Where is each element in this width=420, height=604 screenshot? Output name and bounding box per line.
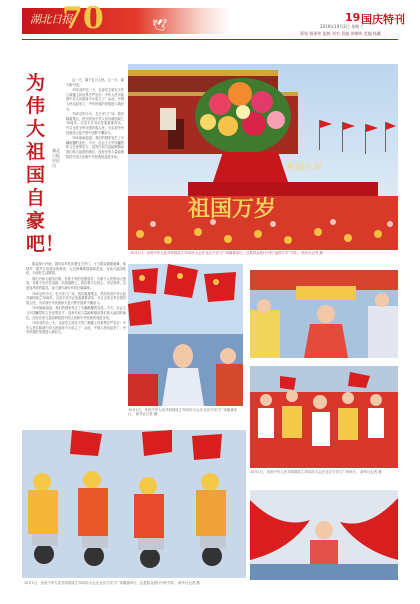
- article-paragraph: 70年后的今天，在天安门广场，我们隆重集会，热烈庆祝中华人民共和国成立70周年。习近平总书记发表重要讲话，号召全党全军全国各族人民，为实现中华民族伟大复兴的中国梦不懈奋斗。: [26, 291, 126, 305]
- section-title: 国庆特刊: [361, 13, 405, 26]
- article-paragraph: 70年砥砺奋进，我们的国家发生了天翻地覆的变化。今天，社会主义中国巍然屹立在世界东方，没有任何力量能够撼动我们伟大祖国的地位，没有任何力量能够阻挡中国人民和中华民族的前进步伐。: [66, 136, 124, 159]
- photo-bottom-left-riders: [22, 430, 246, 578]
- page-number: 19: [345, 11, 361, 24]
- dateline: 2019年10月2日 星期三: [320, 24, 364, 29]
- article-paragraph: 70年前的这一天，毛泽东主席在天安门城楼上向世界庄严宣告：中华人民共和国中央人民政府今天成立了！从此，中国人民站起来了，中华民族的发展进入新纪元。: [26, 321, 126, 335]
- photo-top-image: [128, 64, 398, 250]
- photo-bottom-right-image: [250, 490, 398, 580]
- photo-top-credit: 新华社记者 摄: [301, 251, 323, 255]
- photo-mid-left-caption: [128, 408, 243, 422]
- photo-bottom-left-caption: [24, 581, 246, 591]
- anniversary-70-emblem: 70: [62, 1, 104, 36]
- photo-mid-left-flags: [128, 264, 243, 406]
- article-paragraph: 70年后的今天，在天安门广场，我们隆重集会，热烈庆祝中华人民共和国成立70周年。习近平总书记发表重要讲话，号召全党全军全国各族人民，为实现中华民族伟大复兴的中国梦不懈奋斗。: [66, 112, 124, 135]
- photo-mid-left-caption-text: 10月1日，庆祝中华人民共和国成立70周年大会在北京天安门广场隆重举行。: [128, 408, 238, 417]
- article-paragraph: 70年砥砺奋进，我们的国家发生了天翻地覆的变化。今天，社会主义中国巍然屹立在世界东方，没有任何力量能够撼动我们伟大祖国的地位，没有任何力量能够阻挡中国人民和中华民族的前进步伐。: [26, 306, 126, 320]
- article-paragraph: 这一天，属于亿万人民。这一天，属于新中国。: [66, 78, 124, 87]
- banner-text: 祖国万岁: [188, 196, 277, 222]
- masthead-rule: [22, 39, 398, 40]
- headline: 为伟大祖国自豪吧！: [26, 72, 65, 255]
- photo-right-top-banner: [250, 270, 398, 358]
- photo-right-mid-crowd: [250, 366, 398, 468]
- article-column-2: [26, 262, 126, 422]
- photo-mid-left-image: [128, 264, 243, 406]
- photo-bottom-right-girl: [250, 490, 398, 580]
- photo-mid-left-credit: 新华社记者 摄: [135, 412, 158, 417]
- dove-icon: 🕊: [152, 18, 168, 32]
- photo-right-top-image: [250, 270, 398, 358]
- article-paragraph: 群众游行开始，国庆彩车依次驶过天安门，十万群众载歌载舞，欢呼声、歌声汇成欢乐的海洋。人们挥舞着国旗和花束，为伟大祖国欢呼，为美好生活歌唱。: [26, 262, 126, 276]
- photo-bottom-left-credit: 新华社记者 摄: [178, 581, 200, 585]
- photo-top-flower-basket: [128, 64, 398, 250]
- article-paragraph: 70年前的这一天，毛泽东主席在天安门城楼上向世界庄严宣告：中华人民共和国中央人民政府今天成立了！从此，中国人民站起来了，中华民族的发展进入新纪元。: [66, 88, 124, 111]
- byline: 湖北日报评论员: [52, 148, 60, 168]
- article-column-1: [66, 78, 124, 248]
- article-paragraph: 我们为伟大祖国自豪。自豪于党的坚强领导，自豪于人民的伟大创造，自豪于历史性成就。前进道路上，我们要不忘初心、牢记使命，以更加昂扬的姿态，奋力谱写新时代的壮丽篇章。: [26, 276, 126, 290]
- photo-right-mid-caption: [250, 470, 398, 482]
- photo-top-caption-text: 10月1日，庆祝中华人民共和国成立70周年大会在北京天安门广场隆重举行。这是群众游行中的“祖国万岁”方阵。: [130, 251, 301, 255]
- editors-line: 策划 杨建伟 监制 刘杰 责编 周朝晖 美编 杨翼: [300, 31, 381, 36]
- photo-bottom-left-caption-text: 10月1日，庆祝中华人民共和国成立70周年大会在北京天安门广场隆重举行，这是群众游行中的方阵。: [24, 581, 178, 585]
- vase-inscription: 祖国万岁: [286, 163, 323, 173]
- photo-right-mid-caption-text: 10月1日，庆祝中华人民共和国成立70周年大会在北京天安门广场举行。: [250, 470, 360, 474]
- newspaper-logo: 湖北日报: [30, 13, 72, 26]
- photo-bottom-left-image: [22, 430, 246, 578]
- photo-right-mid-image: [250, 366, 398, 468]
- photo-right-mid-credit: 新华社记者 摄: [360, 470, 382, 474]
- photo-top-caption: [130, 251, 398, 260]
